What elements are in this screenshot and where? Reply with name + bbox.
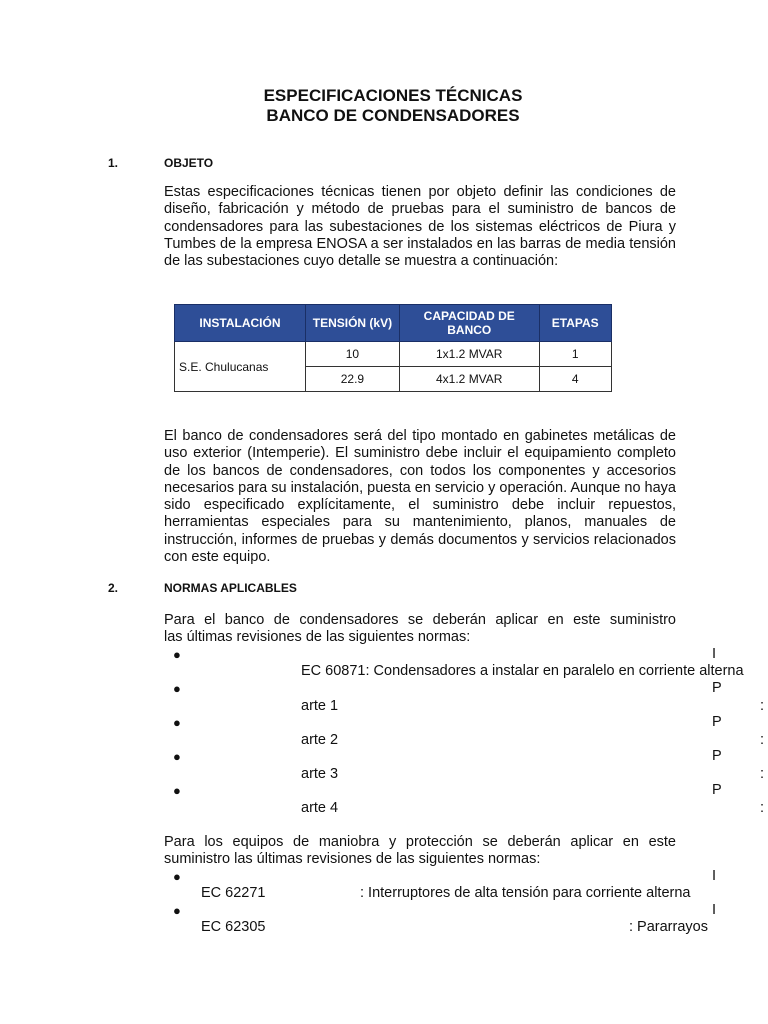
list1-item2-text: arte 1	[301, 698, 339, 714]
header-capacidad: CAPACIDAD DE BANCO	[399, 305, 539, 342]
list2-item2-code: EC 62305	[201, 919, 266, 935]
list1-item5-top: P	[712, 782, 722, 798]
cell-capacidad: 4x1.2 MVAR	[399, 367, 539, 392]
list1-item4-colon: :	[760, 766, 765, 782]
section1-number: 1.	[108, 156, 119, 170]
document-title-line2: BANCO DE CONDENSADORES	[266, 106, 520, 125]
cell-etapas: 1	[539, 342, 612, 367]
header-tension: TENSIÓN (kV)	[305, 305, 399, 342]
bullet-icon: ●	[173, 783, 181, 798]
bullet-icon: ●	[173, 869, 181, 884]
list1-item3-top: P	[712, 714, 722, 730]
list1-item1-top: I	[712, 646, 717, 662]
list1-item2-colon: :	[760, 698, 765, 714]
table-row	[175, 342, 612, 367]
section2-intro1-line1: Para el banco de condensadores se deberán aplicar en este suministro	[164, 612, 676, 628]
section1-paragraph1: Estas especificaciones técnicas tienen por objeto definir las condiciones de diseño, fabricación y método de pruebas para el suministro de bancos de condensadores para las subestaciones de los sistemas eléctricos de Piura y Tumbes de la empresa ENOSA a ser instalados en las barras de media tensión de las subestaciones cuyo detalle se muestra a continuación:	[164, 184, 676, 270]
list2-item1-top: I	[712, 868, 717, 884]
section2-intro1-line2: las últimas revisiones de las siguientes normas:	[164, 629, 471, 645]
section2-number: 2.	[108, 581, 119, 595]
list1-item4-text: arte 3	[301, 766, 339, 782]
bullet-icon: ●	[173, 681, 181, 696]
bullet-icon: ●	[173, 715, 181, 730]
document-title-line1: ESPECIFICACIONES TÉCNICAS	[263, 86, 523, 105]
cell-tension: 22.9	[305, 367, 399, 392]
bullet-icon: ●	[173, 749, 181, 764]
list1-item1-text: EC 60871: Condensadores a instalar en paralelo en corriente alterna	[301, 663, 744, 679]
capacitor-bank-table	[174, 304, 612, 392]
list2-item1-desc: : Interruptores de alta tensión para corriente alterna	[360, 885, 691, 901]
list1-item4-top: P	[712, 748, 722, 764]
section2-intro2-line1: Para los equipos de maniobra y protección se deberán aplicar en este	[164, 834, 676, 850]
table-header-row	[175, 305, 612, 342]
bullet-icon: ●	[173, 647, 181, 662]
list1-item3-text: arte 2	[301, 732, 339, 748]
list2-item1-code: EC 62271	[201, 885, 266, 901]
list1-item3-colon: :	[760, 732, 765, 748]
list1-item5-colon: :	[760, 800, 765, 816]
list1-item2-top: P	[712, 680, 722, 696]
section2-intro2-line2: suministro las últimas revisiones de las siguientes normas:	[164, 851, 541, 867]
cell-installation: S.E. Chulucanas	[175, 342, 306, 392]
list1-item5-text: arte 4	[301, 800, 339, 816]
cell-tension: 10	[305, 342, 399, 367]
list2-item2-desc: : Pararrayos	[629, 919, 708, 935]
section1-heading: OBJETO	[164, 156, 214, 170]
header-etapas: ETAPAS	[539, 305, 612, 342]
bullet-icon: ●	[173, 903, 181, 918]
header-instalacion: INSTALACIÓN	[175, 305, 306, 342]
list2-item2-top: I	[712, 902, 717, 918]
section1-paragraph2: El banco de condensadores será del tipo montado en gabinetes metálicas de uso exterior (Intemperie). El suministro debe incluir el equipamiento completo de los bancos de condensadores, con todos los componentes y accesorios necesarios para su instalación, puesta en servicio y operación. Aunque no haya sido especificado explícitamente, el suministro debe incluir repuestos, herramientas especiales para su mantenimiento, planos, manuales de instrucción, informes de pruebas y demás documentos y servicios relacionados con este equipo.	[164, 428, 676, 566]
section2-heading: NORMAS APLICABLES	[164, 581, 297, 595]
cell-capacidad: 1x1.2 MVAR	[399, 342, 539, 367]
cell-etapas: 4	[539, 367, 612, 392]
